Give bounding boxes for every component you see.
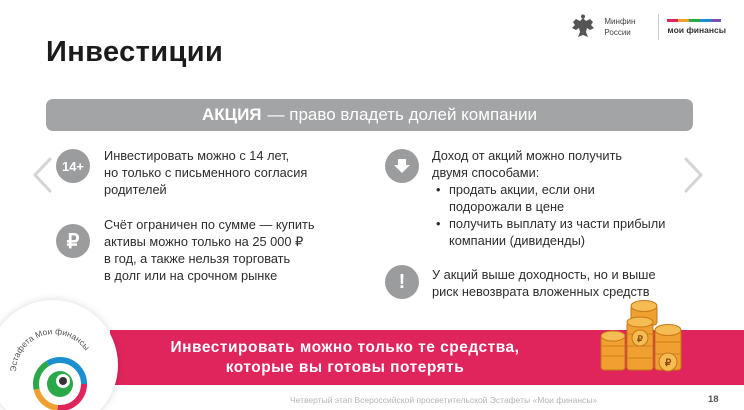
list-item xyxy=(432,181,665,215)
text-line: • получить выплату из части прибыли xyxy=(449,216,666,231)
brand-name: мои финансы xyxy=(667,25,726,35)
prev-slide-arrow-icon[interactable] xyxy=(30,156,56,194)
text-line: двумя способами: xyxy=(432,165,540,180)
text-line: Счёт ограничен по сумме — купить xyxy=(104,217,315,232)
text-line: родителей xyxy=(104,182,167,197)
footer-text: Четвертый этап Всероссийской просветительской Эстафеты «Мои финансы» xyxy=(290,395,598,405)
income-methods-list xyxy=(432,181,665,249)
banner-definition: — право владеть долей компании xyxy=(267,105,537,124)
text-line: подорожали в цене xyxy=(449,199,565,214)
callout-text xyxy=(110,338,580,378)
next-slide-arrow-icon[interactable] xyxy=(680,156,706,194)
exclamation-icon: ! xyxy=(385,265,419,299)
coin-stacks-icon xyxy=(595,300,695,378)
text-line: в год, а также нельзя торговать xyxy=(104,251,291,266)
callout-line2: которые вы готовы потерять xyxy=(225,359,465,376)
text-line: в долг или на срочном рынке xyxy=(104,268,278,283)
logo-divider xyxy=(658,14,659,40)
callout-line1: Инвестировать можно только те средства, xyxy=(170,339,520,356)
age-requirement-text xyxy=(104,147,307,198)
text-line: активы можно только на 25 000 ₽ xyxy=(104,234,304,249)
moi-finansy-logo xyxy=(667,19,726,35)
brand-color-bar xyxy=(667,19,721,22)
list-item xyxy=(432,215,665,249)
svg-text:₽: ₽ xyxy=(637,334,643,344)
page-title: Инвестиции xyxy=(46,36,224,68)
account-limit-text xyxy=(104,216,315,284)
text-line: Инвестировать можно с 14 лет, xyxy=(104,148,290,163)
text-line: но только с письменного согласия xyxy=(104,165,308,180)
double-headed-eagle-icon xyxy=(568,12,598,42)
estafeta-badge-logo-icon xyxy=(0,300,118,410)
age-14-plus-icon: 14+ xyxy=(56,149,90,183)
badge-text: Эстафета Мои финансы xyxy=(7,326,92,373)
banner-term: АКЦИЯ xyxy=(202,105,262,124)
text-line: компании (дивиденды) xyxy=(449,233,586,248)
text-line: • продать акции, если они xyxy=(449,182,595,197)
minfin-logo xyxy=(568,12,652,42)
text-line: Доход от акций можно получить xyxy=(432,148,623,163)
text-line: У акций выше доходность, но и выше xyxy=(432,267,656,282)
risk-warning-text xyxy=(432,266,656,300)
down-arrow-icon xyxy=(385,149,419,183)
page-number: 18 xyxy=(708,394,719,405)
text-line: риск невозврата вложенных средств xyxy=(432,284,650,299)
header-logos xyxy=(568,10,726,44)
definition-banner xyxy=(46,99,693,131)
estafeta-badge xyxy=(0,300,118,410)
minfin-line1: Минфин xyxy=(604,17,636,26)
income-methods-text xyxy=(432,147,665,249)
ruble-icon: ₽ xyxy=(56,224,90,258)
svg-text:₽: ₽ xyxy=(664,358,672,369)
down-arrow-glyph xyxy=(393,157,411,175)
minfin-text xyxy=(604,16,652,38)
minfin-line2: России xyxy=(604,28,631,37)
